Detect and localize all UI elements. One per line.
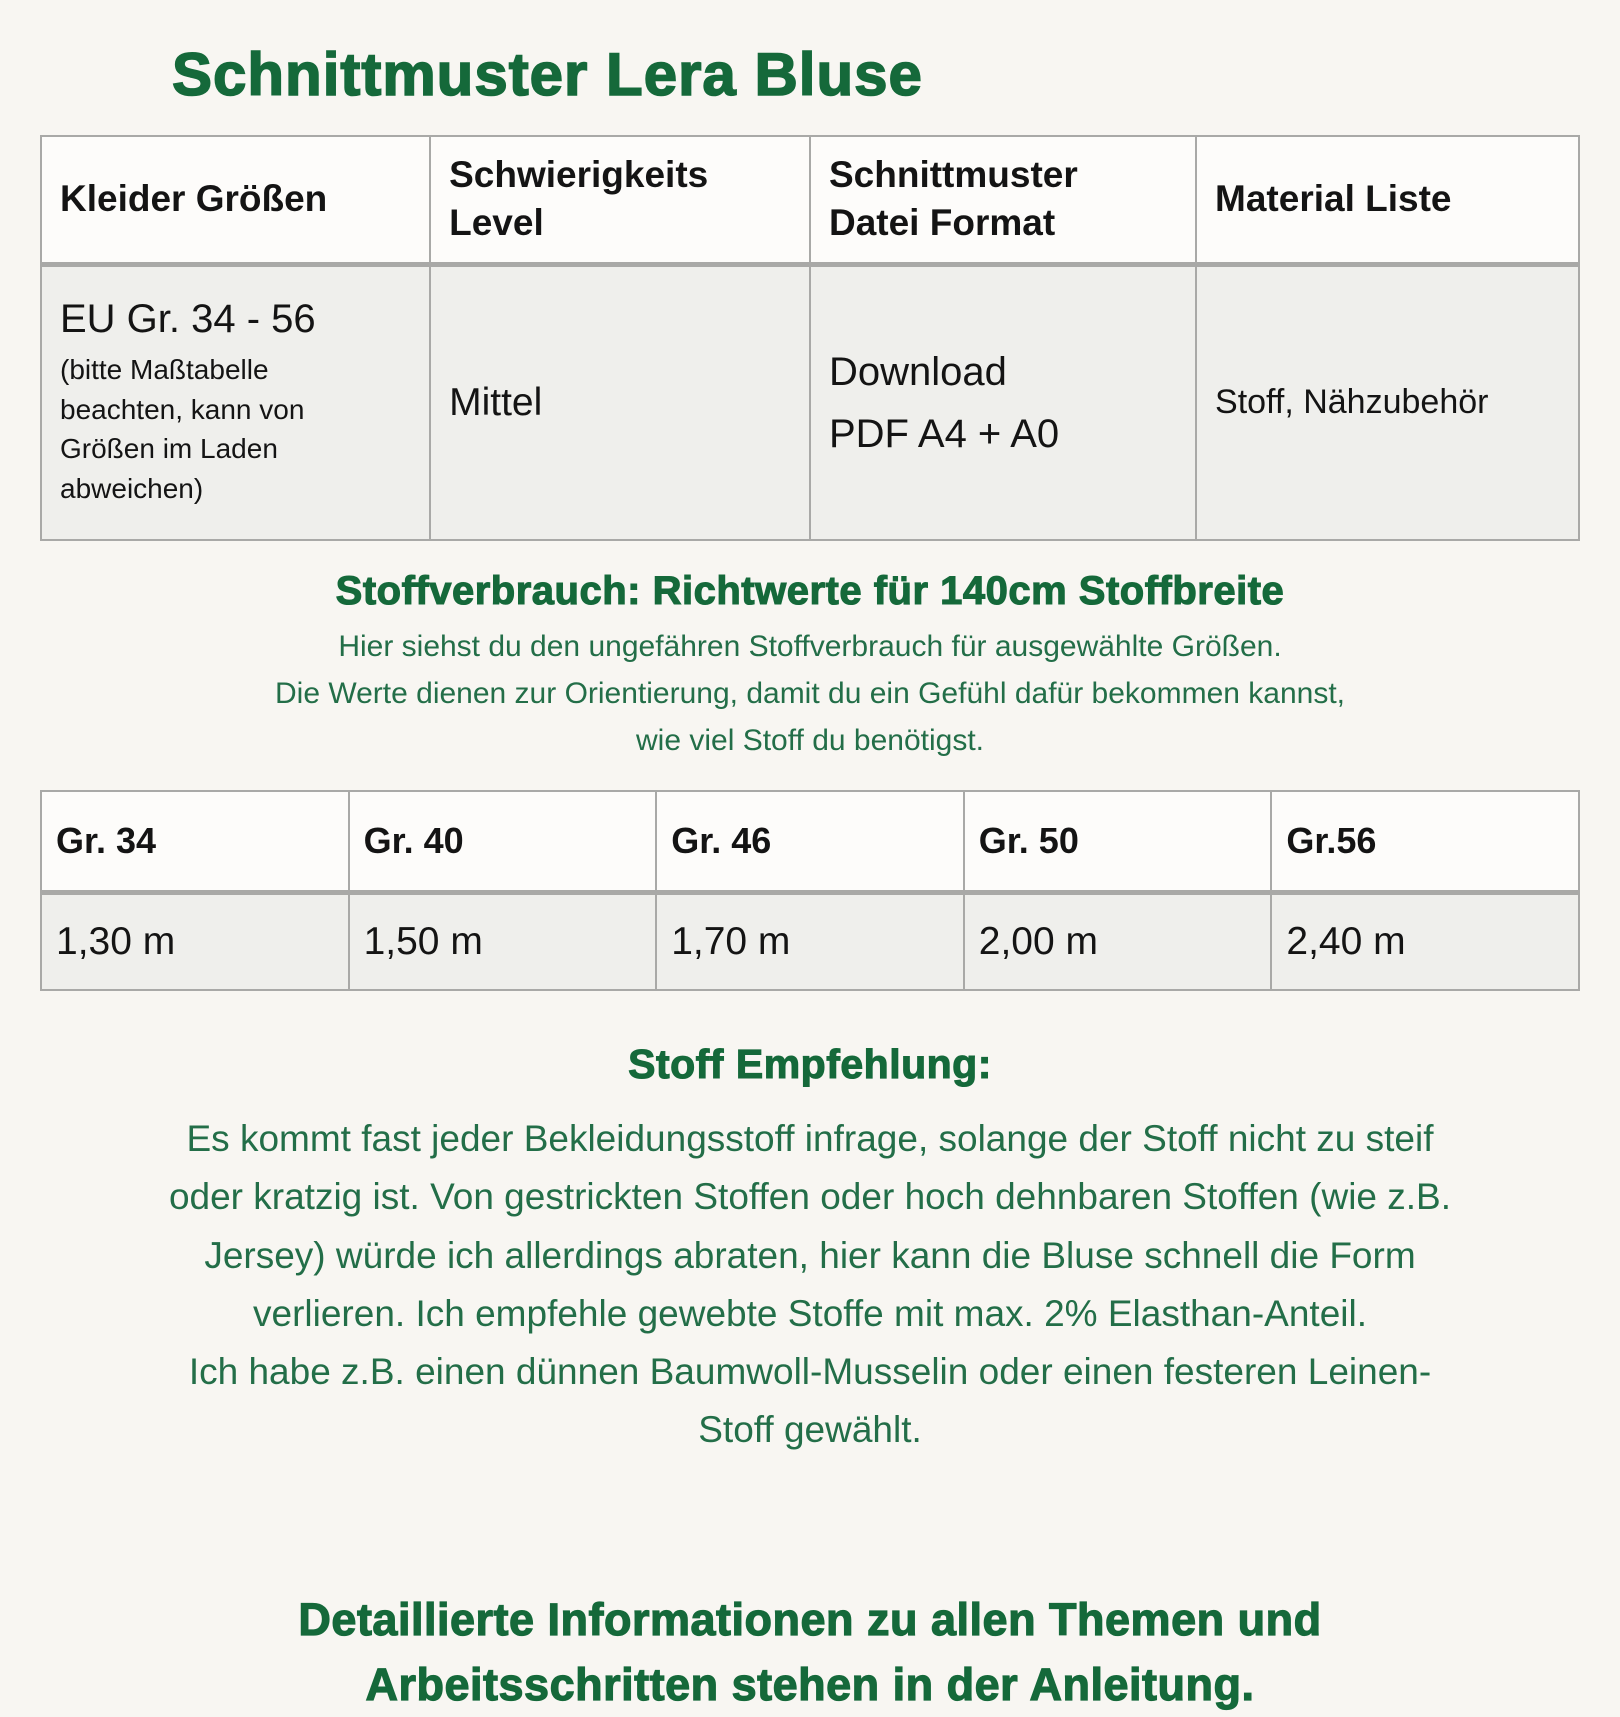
value-gr-50: 2,00 m [964,892,1272,990]
header-gr-46: Gr. 46 [656,791,964,892]
fabric-table-row [41,892,1579,990]
value-gr-56: 2,40 m [1271,892,1579,990]
page-title: Schnittmuster Lera Bluse [172,41,923,108]
fabric-usage-heading: Stoffverbrauch: Richtwerte für 140cm Stoffbreite [335,569,1285,613]
footer-note [0,1587,1620,1717]
fabric-usage-subtitle [0,624,1620,764]
header-kleider-groessen: Kleider Größen [41,136,430,264]
recommendation-line-2: oder kratzig ist. Von gestrickten Stoffen oder hoch dehnbaren Stoffen (wie z.B. [168,1176,1452,1218]
file-format-line-1: Download [828,349,1007,394]
pattern-info-table [40,135,1580,541]
footer-line-2: Arbeitsschritten stehen in der Anleitung. [365,1659,1255,1711]
value-gr-40: 1,50 m [349,892,657,990]
recommendation-line-1: Es kommt fast jeder Bekleidungsstoff infrage, solange der Stoff nicht zu steif [186,1118,1434,1160]
fabric-table-header-row [41,791,1579,892]
cell-difficulty: Mittel [430,264,810,540]
recommendation-line-5: Ich habe z.B. einen dünnen Baumwoll-Musselin oder einen festeren Leinen- [188,1350,1432,1392]
header-gr-56: Gr.56 [1271,791,1579,892]
recommendation-line-4: verlieren. Ich empfehle gewebte Stoffe mit max. 2% Elasthan-Anteil. [253,1292,1367,1334]
fabric-recommendation-heading: Stoff Empfehlung: [628,1041,992,1088]
fabric-recommendation-text [0,1110,1620,1458]
value-gr-34: 1,30 m [41,892,349,990]
header-gr-50: Gr. 50 [964,791,1272,892]
sizes-value: EU Gr. 34 - 56 [60,296,316,341]
header-schnittmuster-datei-format: Schnittmuster Datei Format [810,136,1196,264]
footer-line-1: Detaillierte Informationen zu allen Themen und [298,1593,1322,1645]
header-schwierigkeits-level: Schwierigkeits Level [430,136,810,264]
value-gr-46: 1,70 m [656,892,964,990]
cell-sizes [41,264,430,540]
recommendation-line-6: Stoff gewählt. [698,1408,922,1450]
header-material-liste: Material Liste [1196,136,1579,264]
info-table-header-row [41,136,1579,264]
file-format-line-2: PDF A4 + A0 [828,411,1060,456]
recommendation-line-3: Jersey) würde ich allerdings abraten, hier kann die Bluse schnell die Form [204,1234,1416,1276]
subtitle-line-3: wie viel Stoff du benötigst. [636,723,984,757]
subtitle-line-1: Hier siehst du den ungefähren Stoffverbrauch für ausgewählte Größen. [338,630,1282,663]
subtitle-line-2: Die Werte dienen zur Orientierung, damit du ein Gefühl dafür bekommen kannst, [274,676,1345,710]
sizes-note: (bitte Maßtabelle beachten, kann von Größen im Laden abweichen) [60,353,305,504]
fabric-usage-table [40,790,1580,991]
pattern-info-sheet [0,40,1620,1711]
header-gr-40: Gr. 40 [349,791,657,892]
info-table-row [41,264,1579,540]
header-gr-34: Gr. 34 [41,791,349,892]
cell-file-format [810,264,1196,540]
cell-materials: Stoff, Nähzubehör [1196,264,1579,540]
